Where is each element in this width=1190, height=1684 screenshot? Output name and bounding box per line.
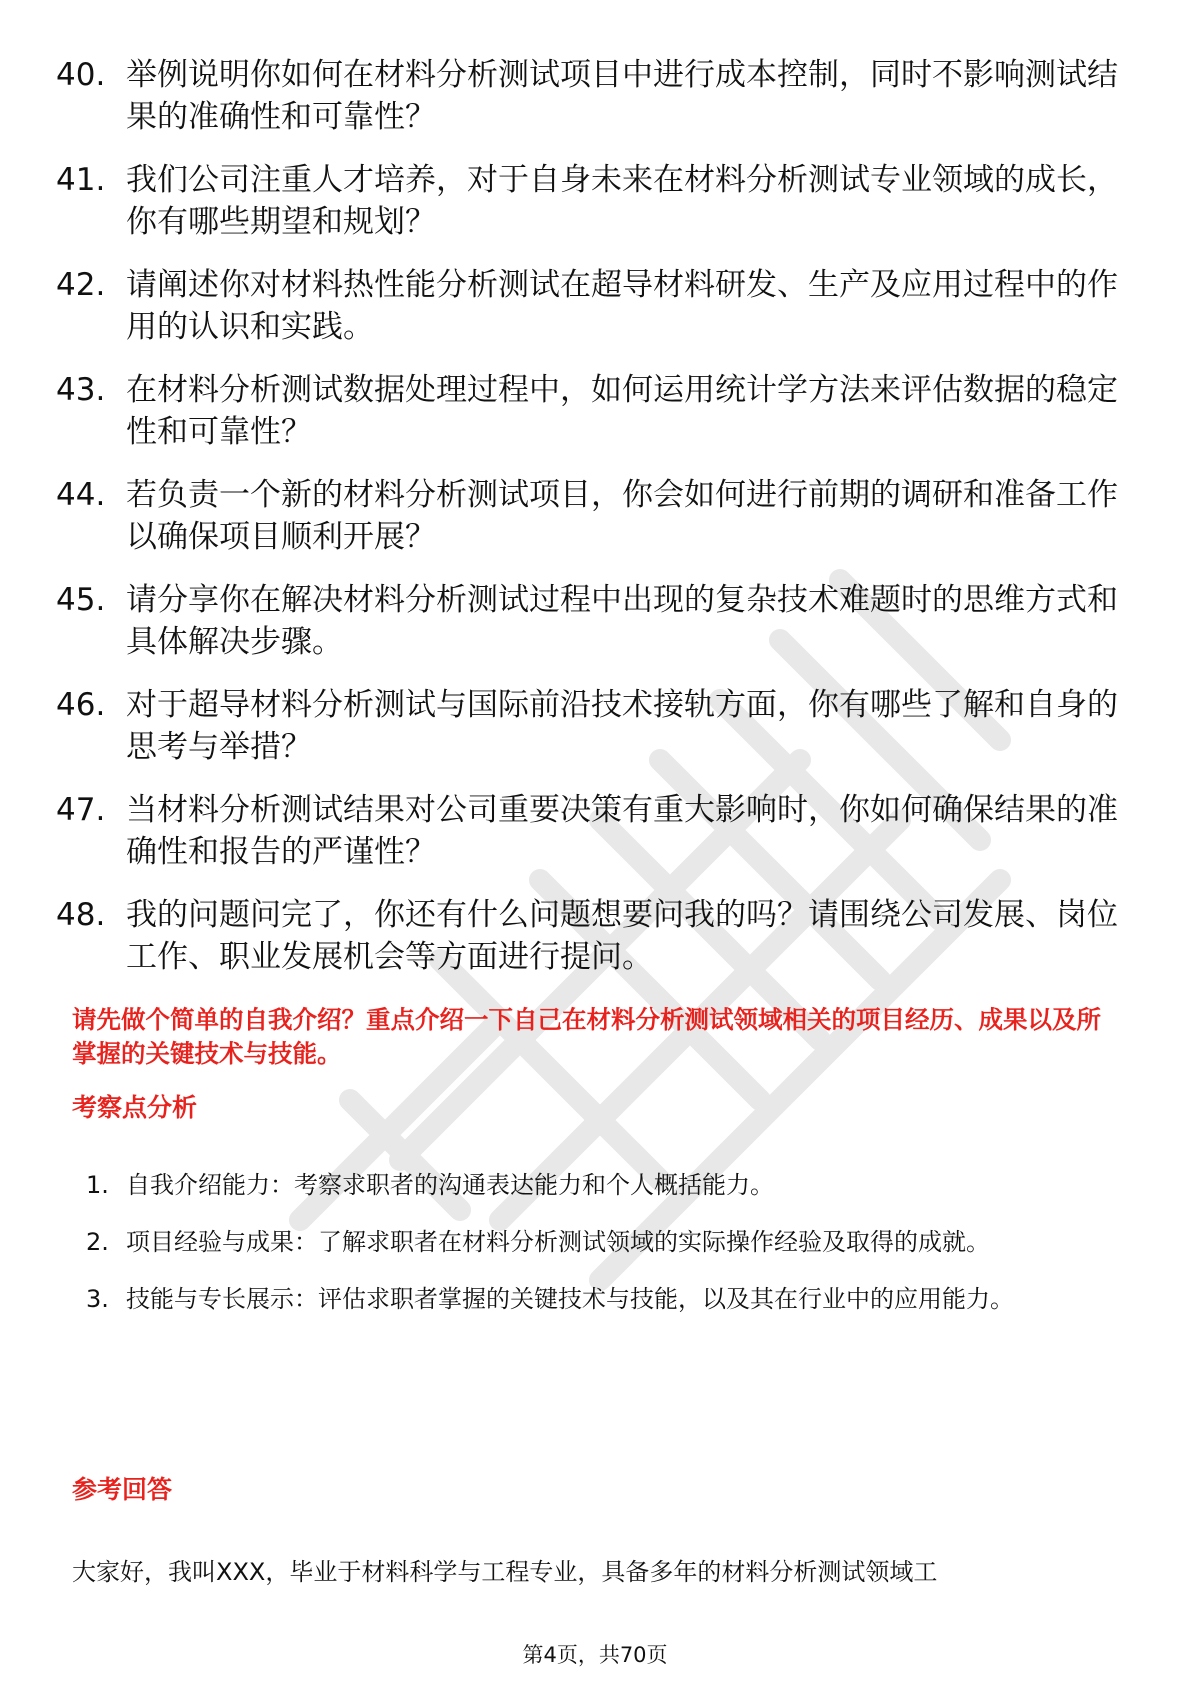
question-text: 我们公司注重人才培养，对于自身未来在材料分析测试专业领域的成长，你有哪些期望和规划？ bbox=[126, 162, 1118, 240]
answer-text: 大家好，我叫XXX，毕业于材料科学与工程专业，具备多年的材料分析测试领域工 bbox=[72, 1558, 938, 1586]
page-footer: 第4页，共70页 bbox=[522, 1643, 668, 1667]
analysis-item bbox=[72, 1271, 1112, 1328]
question-number: 42. bbox=[56, 267, 106, 303]
question-text: 在材料分析测试数据处理过程中，如何运用统计学方法来评估数据的稳定性和可靠性？ bbox=[126, 372, 1118, 450]
question-text: 举例说明你如何在材料分析测试项目中进行成本控制，同时不影响测试结果的准确性和可靠性？ bbox=[126, 57, 1118, 135]
question-number: 43. bbox=[56, 372, 106, 408]
question-text: 对于超导材料分析测试与国际前沿技术接轨方面，你有哪些了解和自身的思考与举措？ bbox=[126, 687, 1118, 765]
analysis-text: 项目经验与成果：了解求职者在材料分析测试领域的实际操作经验及取得的成就。 bbox=[126, 1228, 990, 1256]
question-text: 我的问题问完了，你还有什么问题想要问我的吗？请围绕公司发展、岗位工作、职业发展机会等方面进行提问。 bbox=[126, 897, 1118, 975]
question-number: 44. bbox=[56, 477, 106, 513]
analysis-item bbox=[72, 1214, 1112, 1271]
question-number: 47. bbox=[56, 792, 106, 828]
question-item bbox=[56, 474, 1136, 558]
question-number: 41. bbox=[56, 162, 106, 198]
analysis-number: 1. bbox=[86, 1171, 109, 1199]
analysis-list bbox=[72, 1157, 1112, 1328]
question-number: 40. bbox=[56, 57, 106, 93]
question-item bbox=[56, 54, 1136, 138]
analysis-number: 3. bbox=[86, 1285, 109, 1313]
analysis-heading: 考察点分析 bbox=[72, 1093, 198, 1122]
question-item bbox=[56, 159, 1136, 243]
analysis-text: 技能与专长展示：评估求职者掌握的关键技术与技能，以及其在行业中的应用能力。 bbox=[126, 1285, 1014, 1313]
question-number: 48. bbox=[56, 897, 106, 933]
question-number: 45. bbox=[56, 582, 106, 618]
question-item bbox=[56, 789, 1136, 873]
question-item bbox=[56, 894, 1136, 978]
question-item bbox=[56, 684, 1136, 768]
question-item bbox=[56, 579, 1136, 663]
question-text: 请阐述你对材料热性能分析测试在超导材料研发、生产及应用过程中的作用的认识和实践。 bbox=[126, 267, 1118, 345]
question-text: 当材料分析测试结果对公司重要决策有重大影响时，你如何确保结果的准确性和报告的严谨性？ bbox=[126, 792, 1118, 870]
answer-heading: 参考回答 bbox=[72, 1475, 173, 1504]
question-number: 46. bbox=[56, 687, 106, 723]
analysis-item bbox=[72, 1157, 1112, 1214]
question-list bbox=[56, 54, 1136, 999]
analysis-number: 2. bbox=[86, 1228, 109, 1256]
question-text: 请分享你在解决材料分析测试过程中出现的复杂技术难题时的思维方式和具体解决步骤。 bbox=[126, 582, 1118, 660]
interview-prompt: 请先做个简单的自我介绍？重点介绍一下自己在材料分析测试领域相关的项目经历、成果以及所掌握的关键技术与技能。 bbox=[72, 1005, 1101, 1068]
question-text: 若负责一个新的材料分析测试项目，你会如何进行前期的调研和准备工作以确保项目顺利开展？ bbox=[126, 477, 1118, 555]
analysis-text: 自我介绍能力：考察求职者的沟通表达能力和个人概括能力。 bbox=[126, 1171, 774, 1199]
question-item bbox=[56, 264, 1136, 348]
question-item bbox=[56, 369, 1136, 453]
